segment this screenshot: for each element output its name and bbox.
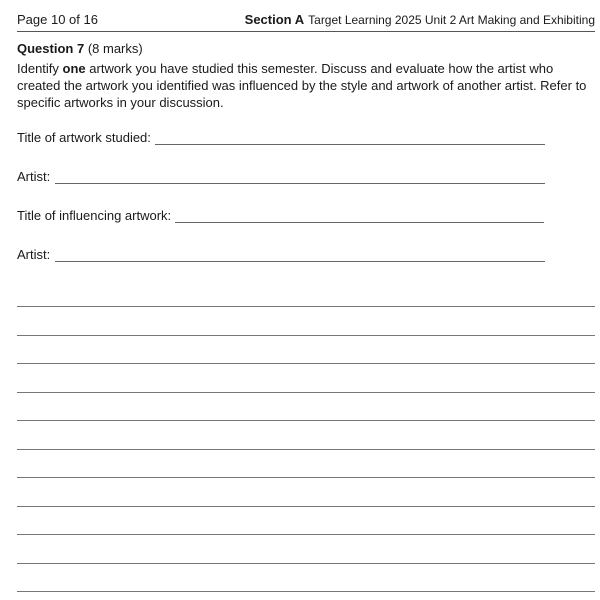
artist-label: Artist: bbox=[17, 169, 51, 184]
artwork-title-line[interactable] bbox=[155, 144, 545, 145]
answer-line[interactable] bbox=[17, 420, 595, 421]
answer-line[interactable] bbox=[17, 363, 595, 364]
answer-line[interactable] bbox=[17, 534, 595, 535]
prompt-emphasis: one bbox=[62, 61, 86, 76]
influencing-artist-line[interactable] bbox=[55, 261, 545, 262]
page-number: Page 10 of 16 bbox=[17, 12, 98, 27]
prompt-text-end: artwork you have studied this semester. Discuss and evaluate how the artist who created the artwork you identified was influenced by the style and artwork of another artist. Refer to specific artworks in your discussion. bbox=[17, 61, 587, 110]
influencing-artwork-title-label: Title of influencing artwork: bbox=[17, 208, 172, 223]
influencing-artist-field[interactable] bbox=[17, 247, 547, 263]
question-title bbox=[17, 41, 143, 56]
answer-line[interactable] bbox=[17, 449, 595, 450]
answer-line[interactable] bbox=[17, 563, 595, 564]
artist-field[interactable] bbox=[17, 169, 547, 185]
answer-line[interactable] bbox=[17, 392, 595, 393]
question-number: Question 7 bbox=[17, 41, 85, 56]
section-label: Section A bbox=[244, 12, 305, 27]
influencing-artwork-title-line[interactable] bbox=[175, 222, 544, 223]
question-prompt bbox=[17, 60, 597, 111]
answer-line[interactable] bbox=[17, 591, 595, 592]
answer-line[interactable] bbox=[17, 477, 595, 478]
question-marks: (8 marks) bbox=[87, 41, 143, 56]
answer-line[interactable] bbox=[17, 506, 595, 507]
prompt-text-start: Identify bbox=[17, 61, 63, 76]
artwork-title-field[interactable] bbox=[17, 130, 547, 146]
page-header bbox=[17, 10, 595, 32]
answer-line[interactable] bbox=[17, 335, 595, 336]
artwork-title-label: Title of artwork studied: bbox=[17, 130, 151, 145]
artist-line[interactable] bbox=[55, 183, 545, 184]
section-heading bbox=[245, 12, 595, 27]
answer-line[interactable] bbox=[17, 306, 595, 307]
influencing-artist-label: Artist: bbox=[17, 247, 51, 262]
subject-label: Target Learning 2025 Unit 2 Art Making and Exhibiting bbox=[308, 13, 595, 27]
influencing-artwork-title-field[interactable] bbox=[17, 208, 547, 224]
